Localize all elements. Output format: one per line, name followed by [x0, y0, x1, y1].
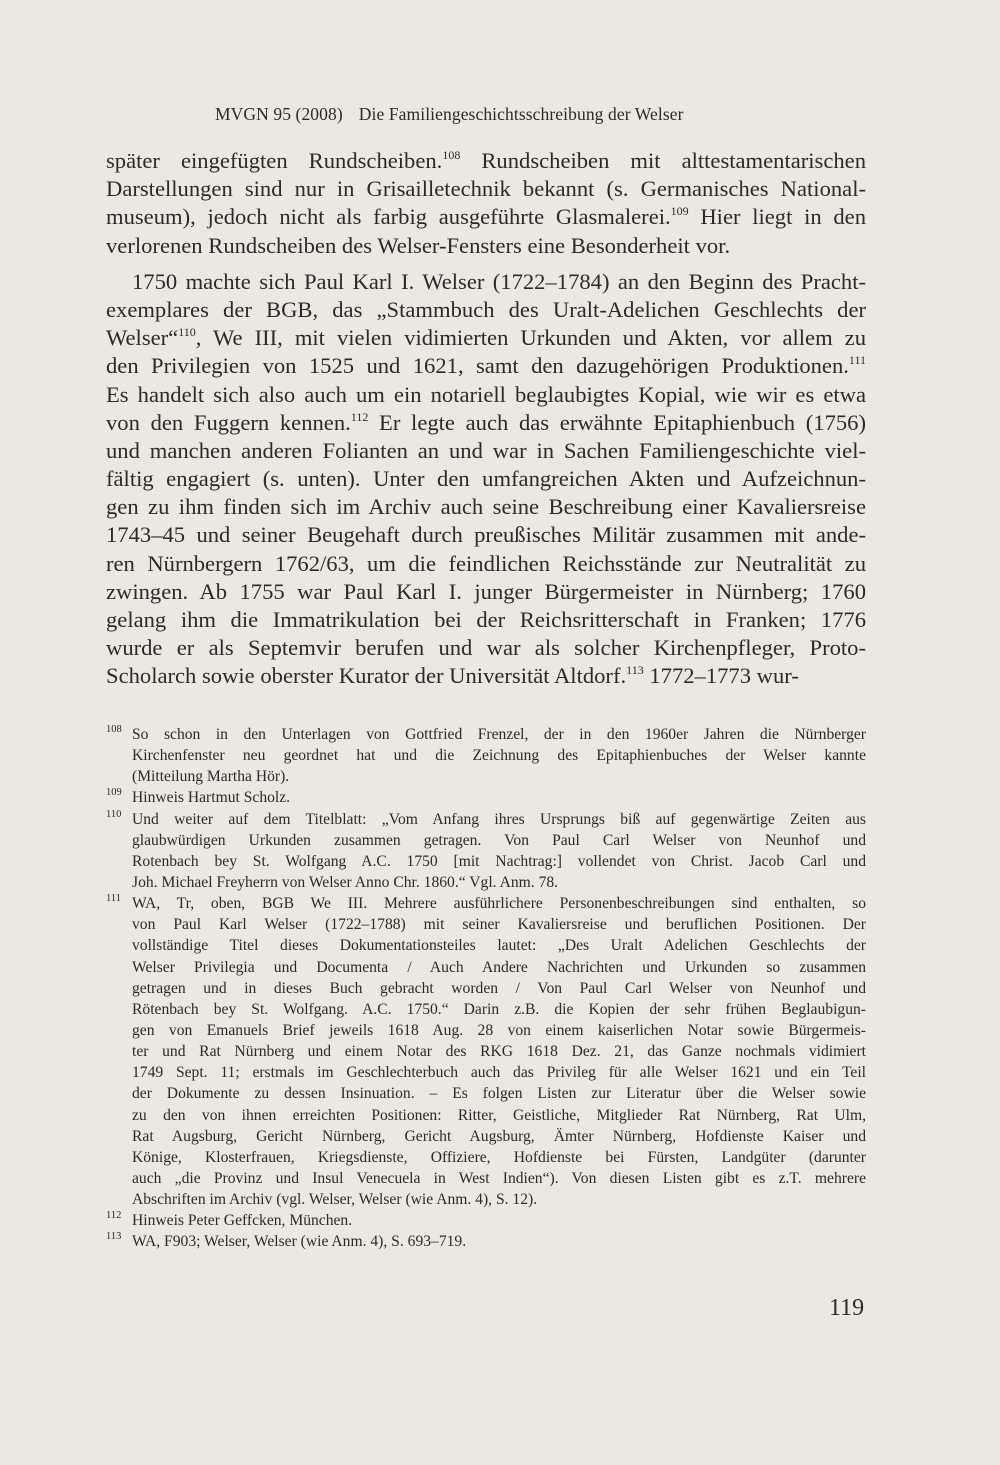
body-line — [106, 465, 866, 493]
text-run: 1743–45 und seiner Beugehaft durch preußisches Militär zusammen mit ande- — [106, 522, 866, 548]
footnote-ref[interactable]: 109 — [670, 204, 689, 219]
text-run: , We III, mit vielen vidimierten Urkunden und Akten, vor allem zu — [195, 325, 866, 351]
text-run: ren Nürnbergern 1762/63, um die feindlichen Reichsstände zur Neutralität zu — [106, 550, 866, 576]
footnote-line: der Dokumente zu dessen Insinuation. – Es folgen Listen zur Literatur über die Welser sowie — [132, 1085, 866, 1103]
text-run: gelang ihm die Immatrikulation bei der Reichsritterschaft in Franken; 1776 — [106, 607, 866, 632]
running-head — [215, 104, 684, 125]
footnote-line: glaubwürdigen Urkunden zusammen getragen. Von Paul Carl Welser von Neunhof und — [132, 831, 866, 849]
body-line — [106, 175, 866, 203]
body-line — [106, 493, 866, 521]
footnote-line: gen von Emanuels Brief jeweils 1618 Aug. 28 von einem kaiserlichen Notar sowie Bürgermeis- — [132, 1021, 866, 1039]
text-run: Darstellungen sind nur in Grisailletechnik bekannt (s. Germanisches National- — [106, 176, 866, 202]
footnote-ref[interactable]: 113 — [626, 663, 644, 678]
text-run: wurde er als Septemvir berufen und war als solcher Kirchenpfleger, Proto- — [106, 635, 866, 661]
footnote-line: Hinweis Hartmut Scholz. — [132, 789, 291, 807]
body-line — [106, 268, 866, 296]
footnote-line: Joh. Michael Freyherrn von Welser Anno Chr. 1860.“ Vgl. Anm. 78. — [132, 873, 559, 891]
text-run: und manchen anderen Folianten an und war in Sachen Familiengeschichte viel- — [106, 437, 866, 463]
text-run: Hier liegt in den — [688, 204, 867, 230]
footnote-ref[interactable]: 110 — [178, 325, 196, 340]
footnote-line: vollständige Titel dieses Dokumentationsteiles lautet: „Des Uralt Adelichen Geschlechts der — [132, 937, 866, 955]
footnote-line: Könige, Klosterfrauen, Kriegsdienste, Offiziere, Hofdienste bei Fürsten, Landgüter (darunter — [132, 1148, 866, 1166]
footnote — [106, 787, 866, 808]
footnote-line: Rotenbach bey St. Wolfgang A.C. 1750 [mit Nachtrag:] vollendet von Christ. Jacob Carl und — [132, 852, 866, 870]
footnote-ref[interactable]: 112 — [350, 409, 369, 424]
text-run: später eingefügten Rundscheiben. — [106, 148, 443, 173]
footnote — [106, 1210, 866, 1231]
footnote-line: auch „die Provinz und Insul Venecuela in West Indien“). Von diesen Listen gibt es z.T. mehrere — [132, 1169, 866, 1187]
footnote-ref[interactable]: 111 — [848, 353, 866, 368]
body-line — [106, 352, 866, 380]
text-run: den Privilegien von 1525 und 1621, samt den dazugehörigen Produktionen. — [106, 353, 849, 379]
footnote-line: Welser Privilegia und Documenta / Auch Andere Nachrichten und Urkunden so zusammen — [132, 958, 866, 976]
body-line — [106, 437, 866, 465]
footnote-line: (Mitteilung Martha Hör). — [132, 768, 290, 786]
footnote-line: getragen und in dieses Buch gebracht worden / Von Paul Carl Welser von Neunhof und — [132, 979, 866, 997]
footnote-number: 109 — [106, 787, 122, 799]
body-line — [106, 606, 866, 634]
article-title: Die Familiengeschichtsschreibung der Welser — [358, 104, 684, 124]
body-text — [106, 147, 866, 691]
body-line — [106, 550, 866, 578]
text-run: verlorenen Rundscheiben des Welser-Fensters eine Besonderheit vor. — [106, 232, 731, 258]
footnote-ref[interactable]: 108 — [442, 148, 461, 162]
footnote-line: Rötenbach bey St. Wolfgang. A.C. 1750.“ Darin z.B. die Kopien der sehr frühen Beglaubigun- — [132, 1000, 866, 1018]
body-line — [106, 324, 866, 352]
body-line — [106, 296, 866, 324]
body-line — [106, 409, 866, 437]
footnote — [106, 1231, 866, 1252]
footnote-line: von Paul Karl Welser (1722–1788) mit seiner Kavaliersreise und beruflichen Positionen. Der — [132, 916, 866, 934]
footnote-line: WA, Tr, oben, BGB We III. Mehrere ausführlichere Personenbeschreibungen sind enthalten, so — [132, 895, 866, 913]
footnote-line: WA, F903; Welser, Welser (wie Anm. 4), S. 693–719. — [132, 1233, 467, 1251]
body-line — [106, 147, 866, 175]
footnote-number: 113 — [106, 1231, 122, 1243]
footnote-line: So schon in den Unterlagen von Gottfried Frenzel, der in den 1960er Jahren die Nürnberger — [132, 726, 866, 743]
footnotes — [106, 724, 866, 1253]
text-run: 1772–1773 wur- — [643, 663, 799, 689]
footnote-line: Hinweis Peter Geffcken, München. — [132, 1212, 353, 1230]
text-run: museum), jedoch nicht als farbig ausgeführte Glasmalerei. — [106, 204, 671, 230]
body-line — [106, 521, 866, 549]
footnote-line: Kirchenfenster neu geordnet hat und die Zeichnung des Epitaphienbuches der Welser kannte — [132, 747, 866, 765]
body-line — [106, 662, 866, 690]
body-line — [106, 381, 866, 409]
footnote-number: 112 — [106, 1210, 122, 1222]
text-run: fältig engagiert (s. unten). Unter den umfangreichen Akten und Aufzeichnun- — [106, 466, 866, 492]
footnote — [106, 893, 866, 1210]
footnote-line: zu den von ihnen erreichten Positionen: Ritter, Geistliche, Mitglieder Rat Nürnberg, Rat Ulm, — [132, 1106, 866, 1124]
footnote-line: Abschriften im Archiv (vgl. Welser, Welser (wie Anm. 4), S. 12). — [132, 1191, 538, 1209]
page-number: 119 — [829, 1295, 865, 1321]
body-line — [106, 634, 866, 662]
footnote-line: Rat Augsburg, Gericht Nürnberg, Gericht Augsburg, Ämter Nürnberg, Hofdienste Kaiser und — [132, 1127, 866, 1145]
text-run: Er legte auch das erwähnte Epitaphienbuch (1756) — [368, 409, 866, 435]
body-line — [106, 578, 866, 606]
text-run: Rundscheiben mit alttestamentarischen — [460, 148, 867, 173]
text-run: exemplares der BGB, das „Stammbuch des Uralt-Adelichen Geschlechts der — [106, 296, 866, 322]
text-run: 1750 machte sich Paul Karl I. Welser (1722–1784) an den Beginn des Pracht- — [132, 268, 866, 294]
text-run: Es handelt sich also auch um ein notariell beglaubigtes Kopial, wie wir es etwa — [106, 381, 866, 407]
body-line — [106, 232, 866, 260]
footnote-line: Und weiter auf dem Titelblatt: „Vom Anfang ihres Ursprungs biß auf gegenwärtige Zeiten aus — [132, 810, 866, 828]
text-run: gen zu ihm finden sich im Archiv auch seine Beschreibung einer Kavaliersreise — [106, 494, 866, 520]
footnote — [106, 809, 866, 894]
text-run: Welser“ — [106, 325, 179, 351]
footnote-line: ter und Rat Nürnberg und einem Notar des RKG 1618 Dez. 21, das Ganze nochmals vidimiert — [132, 1043, 866, 1061]
body-line — [106, 203, 866, 231]
text-run: von den Fuggern kennen. — [106, 409, 351, 435]
text-run: Scholarch sowie oberster Kurator der Universität Altdorf. — [106, 663, 627, 689]
footnote-number: 111 — [106, 893, 121, 905]
footnote-number: 110 — [106, 808, 122, 820]
text-run: zwingen. Ab 1755 war Paul Karl I. junger Bürgermeister in Nürnberg; 1760 — [106, 578, 866, 604]
footnote-number: 108 — [106, 724, 122, 735]
footnote-line: 1749 Sept. 11; erstmals im Geschlechterbuch auch das Privileg für alle Welser 1621 und ein Teil — [132, 1064, 866, 1082]
footnote — [106, 724, 866, 787]
journal-reference: MVGN 95 (2008) — [215, 104, 343, 124]
